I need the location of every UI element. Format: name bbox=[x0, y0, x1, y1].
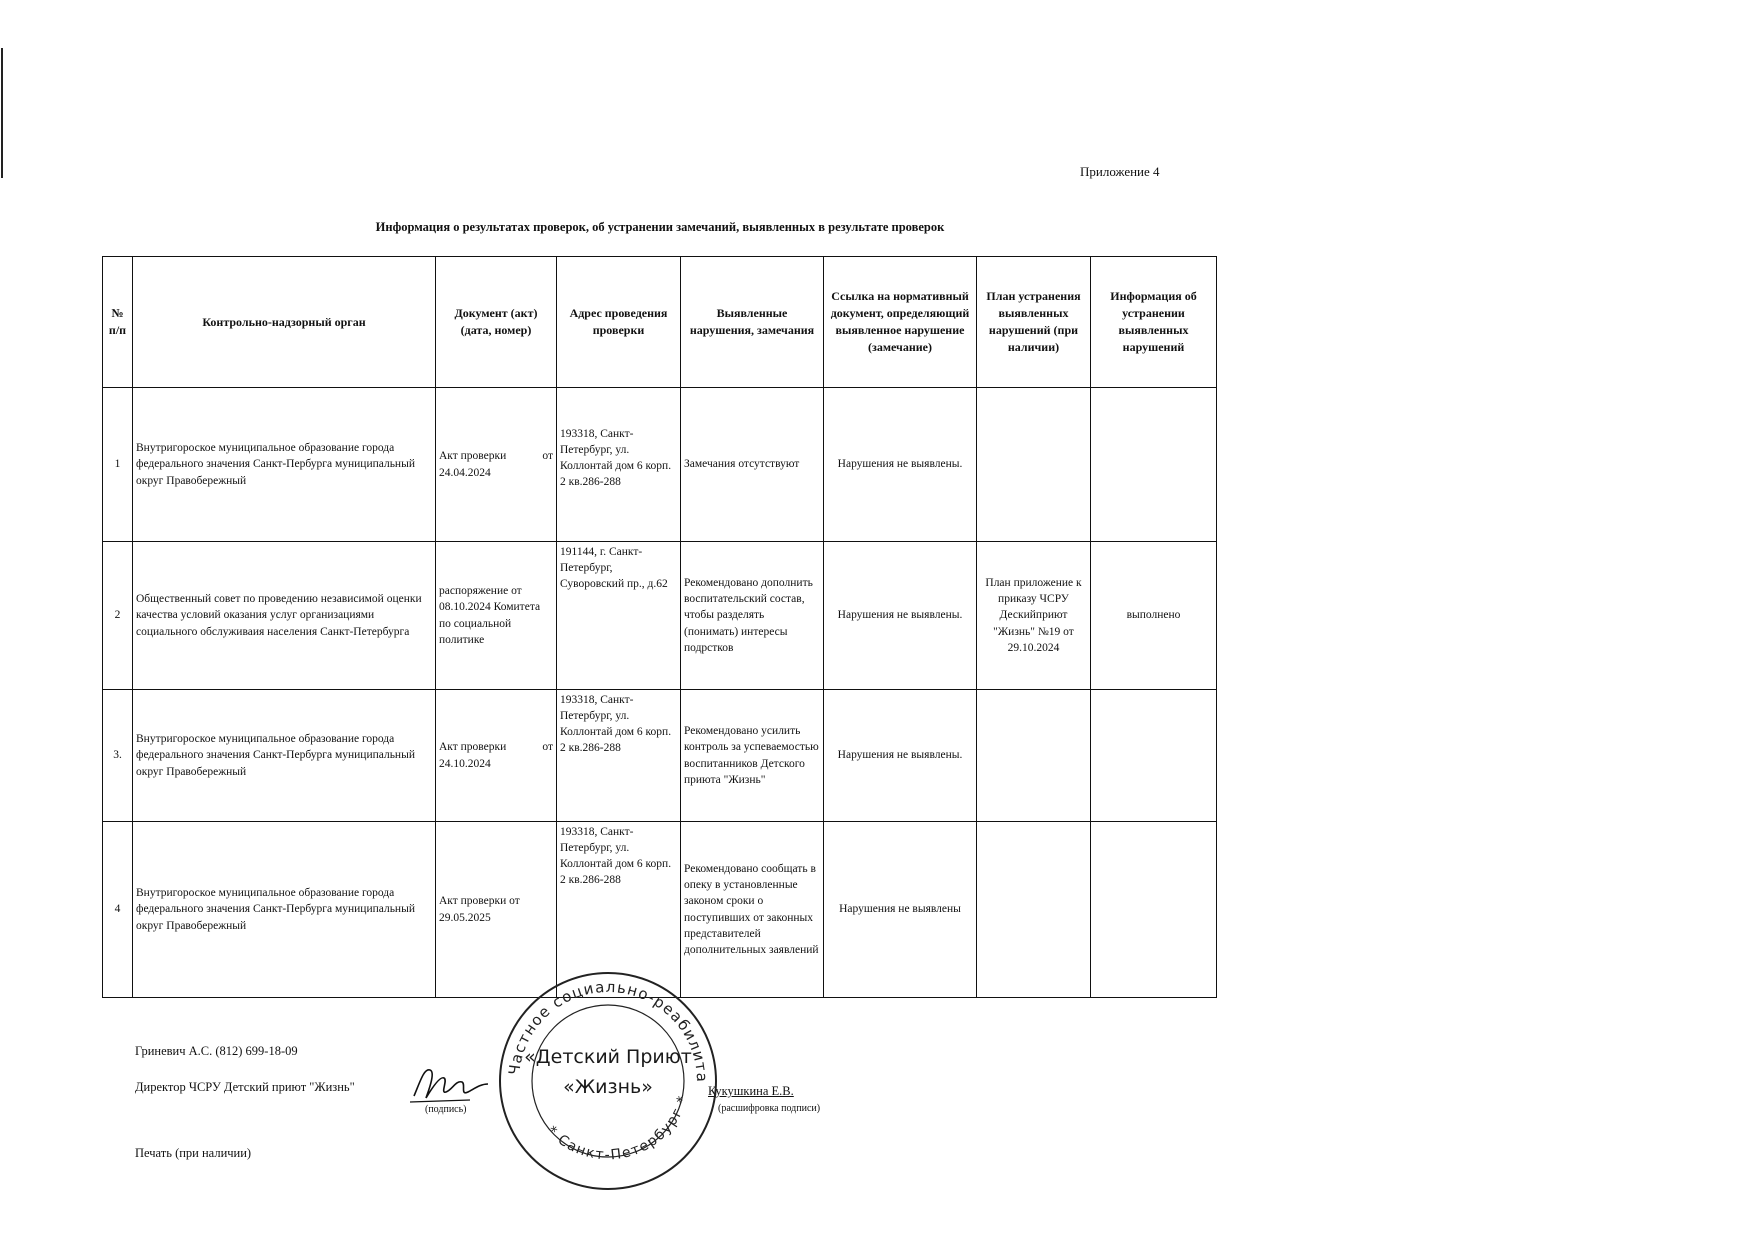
table-row bbox=[103, 388, 1217, 542]
row-document: Акт проверки от 29.05.2025 bbox=[436, 822, 557, 998]
row-address: 193318, Санкт-Петербург, ул. Коллонтай дом 6 корп. 2 кв.286-288 bbox=[557, 822, 681, 998]
row-number: 2 bbox=[103, 542, 133, 690]
column-header-authority: Контрольно-надзорный орган bbox=[133, 257, 436, 388]
row-violations: Рекомендовано сообщать в опеку в установленные законом сроки о поступивших от законных представителей дополнительных заявлений bbox=[681, 822, 824, 998]
seal-label: Печать (при наличии) bbox=[135, 1146, 252, 1160]
row-document-date: 24.04.2024 bbox=[439, 466, 491, 479]
row-document-type: Акт проверки bbox=[439, 450, 507, 463]
document-title: Информация о результатах проверок, об устранении замечаний, выявленных в результате проверок bbox=[375, 220, 945, 234]
row-reference: Нарушения не выявлены bbox=[824, 822, 977, 998]
row-reference: Нарушения не выявлены. bbox=[824, 388, 977, 542]
row-authority: Внутригороское муниципальное образование города федерального значения Санкт-Пербурга муниципальный округ Правобережный bbox=[133, 690, 436, 822]
table-header-row bbox=[103, 257, 1217, 388]
column-header-address: Адрес проведения проверки bbox=[557, 257, 681, 388]
svg-text:* Санкт-Петербург * bbox=[544, 1093, 692, 1163]
row-reference: Нарушения не выявлены. bbox=[824, 690, 977, 822]
row-number: 4 bbox=[103, 822, 133, 998]
organization-stamp bbox=[497, 970, 719, 1192]
director-title: Директор ЧСРУ Детский приют "Жизнь" bbox=[135, 1080, 355, 1094]
contact-line: Гриневич А.С. (812) 699-18-09 bbox=[135, 1044, 298, 1058]
row-info bbox=[1091, 388, 1217, 542]
row-info bbox=[1091, 822, 1217, 998]
column-header-document: Документ (акт) (дата, номер) bbox=[436, 257, 557, 388]
row-document bbox=[436, 388, 557, 542]
row-plan: План приложение к приказу ЧСРУ Дескийприют "Жизнь" №19 от 29.10.2024 bbox=[977, 542, 1091, 690]
signatory-name-caption: (расшифровка подписи) bbox=[718, 1103, 821, 1114]
signature-caption: (подпись) bbox=[425, 1104, 467, 1115]
row-reference: Нарушения не выявлены. bbox=[824, 542, 977, 690]
row-plan bbox=[977, 690, 1091, 822]
row-document-from: от bbox=[542, 741, 553, 754]
row-address: 191144, г. Санкт-Петербург, Суворовский пр., д.62 bbox=[557, 542, 681, 690]
signatory-name: Кукушкина Е.В. bbox=[708, 1084, 794, 1098]
appendix-label: Приложение 4 bbox=[1080, 164, 1160, 179]
row-document-type: Акт проверки bbox=[439, 741, 507, 754]
column-header-info: Информация об устранении выявленных нарушений bbox=[1091, 257, 1217, 388]
stamp-center bbox=[497, 1042, 719, 1102]
row-address: 193318, Санкт-Петербург, ул. Коллонтай дом 6 корп. 2 кв.286-288 bbox=[557, 690, 681, 822]
table-row bbox=[103, 690, 1217, 822]
row-document-date: 24.10.2024 bbox=[439, 757, 491, 770]
row-plan bbox=[977, 822, 1091, 998]
row-violations: Замечания отсутствуют bbox=[681, 388, 824, 542]
column-header-number: № п/п bbox=[103, 257, 133, 388]
stamp-ring-text: Частное социально-реабилита bbox=[505, 977, 712, 1084]
row-violations: Рекомендовано дополнить воспитательский состав, чтобы разделять (понимать) интересы подрстков bbox=[681, 542, 824, 690]
row-info: выполнено bbox=[1091, 542, 1217, 690]
row-address-text: 193318, Санкт-Петербург, ул. Коллонтай дом 6 корп. 2 кв.286-288 bbox=[560, 428, 672, 489]
row-plan bbox=[977, 388, 1091, 542]
row-violations: Рекомендовано усилить контроль за успеваемостью воспитанников Детского приюта "Жизнь" bbox=[681, 690, 824, 822]
stamp-bottom-text: * Санкт-Петербург * bbox=[543, 1093, 692, 1164]
row-authority: Внутригороское муниципальное образование города федерального значения Санкт-Пербурга муниципальный округ Правобережный bbox=[133, 388, 436, 542]
column-header-plan: План устранения выявленных нарушений (при наличии) bbox=[977, 257, 1091, 388]
row-number: 1 bbox=[103, 388, 133, 542]
row-document bbox=[436, 690, 557, 822]
signature-image bbox=[410, 1062, 490, 1106]
row-address bbox=[557, 388, 681, 542]
row-document: распоряжение от 08.10.2024 Комитета по социальной политике bbox=[436, 542, 557, 690]
row-info bbox=[1091, 690, 1217, 822]
row-authority: Внутригороское муниципальное образование города федерального значения Санкт-Пербурга муниципальный округ Правобережный bbox=[133, 822, 436, 998]
stamp-line-2: «Жизнь» bbox=[563, 1076, 653, 1098]
row-authority: Общественный совет по проведению независимой оценки качества условий оказания услуг организациями социального обслуживаия населения Санкт-Петербурга bbox=[133, 542, 436, 690]
column-header-violations: Выявленные нарушения, замечания bbox=[681, 257, 824, 388]
column-header-reference: Ссылка на нормативный документ, определяющий выявленное нарушение (замечание) bbox=[824, 257, 977, 388]
inspection-results-table bbox=[102, 256, 1217, 998]
scan-edge-mark bbox=[1, 48, 3, 178]
stamp-line-1: «Детский Приют bbox=[524, 1046, 692, 1068]
row-document-from: от bbox=[542, 450, 553, 463]
table-row bbox=[103, 542, 1217, 690]
row-number: 3. bbox=[103, 690, 133, 822]
